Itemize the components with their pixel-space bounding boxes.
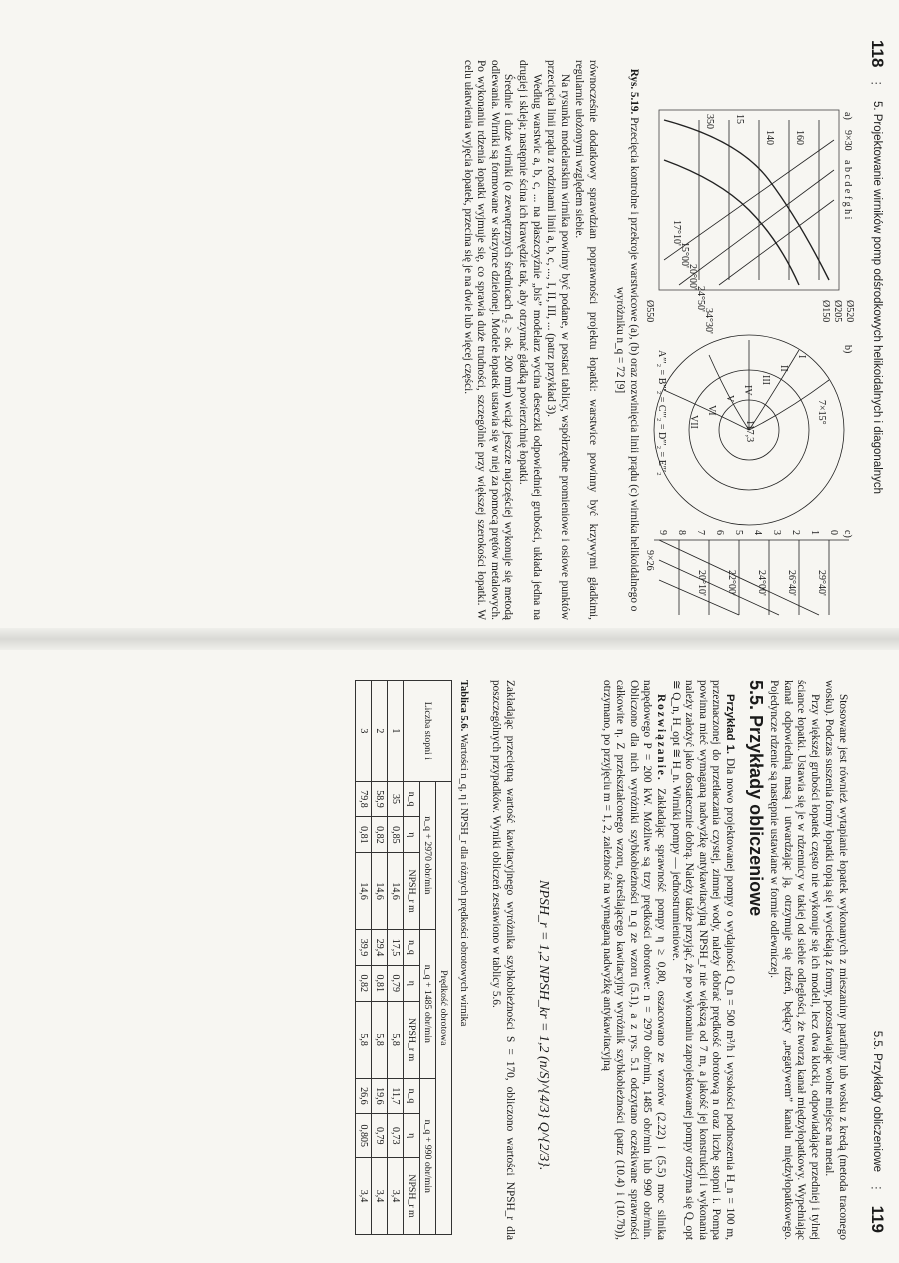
table-cell: 0,81 xyxy=(356,817,372,853)
table-cell: 3,4 xyxy=(372,1158,388,1235)
running-title-left: 5. Projektowanie wirników pomp odśrodkowych helikoidalnych i diagonalnych xyxy=(871,100,883,495)
table-cell: 39,9 xyxy=(356,930,372,966)
angle-labels-right xyxy=(696,570,827,596)
label-r-117: 117,3 xyxy=(744,420,755,443)
header-separator: ⋮ xyxy=(870,1182,882,1196)
table-header-speed: Prędkość obrotowa xyxy=(436,781,452,1234)
table-label: Tablica 5.6. xyxy=(458,680,469,732)
angle-label: 34°30' xyxy=(703,308,714,334)
table-cell: 35 xyxy=(388,781,404,817)
table-group-header: n_q + 1485 obr/min xyxy=(420,930,436,1078)
table-cell: 2 xyxy=(372,681,388,782)
table-cell: 58,9 xyxy=(372,781,388,817)
label-a: a) xyxy=(842,112,853,120)
table-group-header: n_q + 990 obr/min xyxy=(420,1078,436,1234)
label-dia-550: Ø550 xyxy=(644,300,655,323)
label-angle-step: 7×15° xyxy=(816,400,827,425)
table-cell: 14,6 xyxy=(388,853,404,930)
level-number-label: 5 xyxy=(733,530,744,535)
table-cell: 3,4 xyxy=(356,1158,372,1235)
table-caption xyxy=(458,680,469,1026)
roman-numeral-label: II xyxy=(778,365,789,372)
table-cell: 0,73 xyxy=(388,1114,404,1158)
label-dim-15: 15 xyxy=(734,114,745,124)
impeller-drawing xyxy=(644,100,859,620)
figure-5-19 xyxy=(644,100,859,620)
level-numbers xyxy=(657,530,839,535)
label-top-letters: a b c d e f g h i xyxy=(842,160,853,220)
roman-numeral-label: IV xyxy=(742,385,753,396)
table-cell: 5,8 xyxy=(388,1001,404,1078)
angle-label: 26°40' xyxy=(786,570,797,596)
paragraph: Przy większej grubości łopatek często nie wykonuje się ich modeli, lecz dwa klocki, odpowiadające przedniej i tylnej ściance łopatki. Ustawia się je w rdzennicy w takiej od siebie odległości, że tworzą kanał międzyłopatkowy. Wypełniając kanał odpowiednią masą i utwardzając ją, otrzymuje się rdzeń, będący „negatywem” kanału międzyłopatkowego. Pojedyncze rdzenie są następnie ustawiane w formie odlewniczej. xyxy=(768,680,821,1240)
table-cell: 1 xyxy=(388,681,404,782)
label-dim-350: 350 xyxy=(704,114,715,129)
level-number-label: 7 xyxy=(695,530,706,535)
roman-numeral-label: VI xyxy=(706,405,717,416)
table-cell: 0,82 xyxy=(372,817,388,853)
roman-numeral-label: III xyxy=(760,375,771,385)
table-body xyxy=(356,681,404,1235)
after-equation-text xyxy=(488,680,516,1240)
paragraph: Zakładając przeciętną wartość kawitacyjnego wyróżnika szybkobieżności S = 170, obliczono wartości NPSH_r dla poszczególnych przypadków. Wyniki obliczeń zestawiono w tablicy 5.6. xyxy=(490,680,516,1240)
data-table xyxy=(355,680,452,1235)
section-title: 5.5. Przykłady obliczeniowe xyxy=(746,680,766,917)
table-subheader: NPSH_r m xyxy=(404,1001,420,1078)
angle-label: 29°40' xyxy=(816,570,827,596)
table-cell: 0,82 xyxy=(356,965,372,1001)
label-dia-205: Ø205 xyxy=(832,300,843,323)
figure-caption xyxy=(613,60,641,620)
label-spacing-top: 9×30 xyxy=(842,130,853,151)
level-number-label: 0 xyxy=(828,530,839,535)
roman-numeral-label: VII xyxy=(688,415,699,429)
table-subheader: η xyxy=(404,1114,420,1158)
solution-body: Zakładając sprawność pompy η ≥ 0,80, oszacowano ze wzorów (2.22) i (5.5) moc silnika napędowego P = 200 kW. Możliwe są trzy prędkości obrotowe: n = 2970 obr/min, 1485 obr/min lub 990 obr/min. Obliczono dla nich wyróżniki szybkobieżności n_q ze wzoru (5.1), a z rys. 5.1 odczytano oczekiwane sprawności całkowite η. Z przekształconego wzoru, określającego kawitacyjny wyróżnik szybkobieżności (patrz (10.4) i (10.7b)), otrzymano, po przyjęciu m = 1, 2, zależność na wymaganą nadwyżkę antykawitacyjną xyxy=(600,680,668,1240)
paragraph: Stosowane jest również wytapianie łopatek wykonanych z mieszaniny parafiny lub wosku z kredą (metoda traconego wosku). Podczas suszenia formy łopatki topią się i wyciekają z formy, pozostawiając wolne miejsce na metal. xyxy=(823,680,849,1240)
table-subheader: NPSH_r m xyxy=(404,1158,420,1235)
table-cell: 11,7 xyxy=(388,1078,404,1114)
table-cell: 29,4 xyxy=(372,930,388,966)
table-subheader: n_q xyxy=(404,930,420,966)
label-dia-150: Ø150 xyxy=(820,300,831,323)
solution-lead: Rozwiązanie. xyxy=(655,694,668,782)
caption-text: Przecięcia kontrolne i przekroje warstwicowe (a), (b) oraz rozwinięcia linii prądu (c) wirnika helikoidalnego o wyróżniku n_q = 72 [9] xyxy=(614,117,640,612)
table-subheader: NPSH_r m xyxy=(404,853,420,930)
table-cell: 3,4 xyxy=(388,1158,404,1235)
page-number-right: 119 xyxy=(868,1205,887,1233)
table-cell: 14,6 xyxy=(372,853,388,930)
table-cell: 5,8 xyxy=(372,1001,388,1078)
paragraph: Według warstwic a, b, c, ... na płaszczyźnie „bis” modelarz wycina deseczki odpowiedniej grubości, układa jedna na drugiej i skleja; następnie ścina ich krawędzie tak, aby otrzymać gładką powierzchnię łopatki. xyxy=(517,60,543,620)
right-header xyxy=(867,1031,887,1233)
level-number-label: 4 xyxy=(752,530,763,535)
table-cell: 79,8 xyxy=(356,781,372,817)
paragraph: równocześnie dodatkowy sprawdzian poprawności projektu łopatki: warstwice powinny być krzywymi gładkimi, regularnie ułożonymi względem siebie. xyxy=(573,60,599,620)
angle-label: 15°00' xyxy=(679,242,690,268)
label-spacing-right: 9×26 xyxy=(644,550,655,571)
table-cell: 14,6 xyxy=(356,853,372,930)
label-b: b) xyxy=(842,345,853,354)
right-top-text xyxy=(765,680,849,1240)
level-number-label: 3 xyxy=(771,530,782,535)
label-dia-520: Ø520 xyxy=(844,300,855,323)
angle-label: 17°10' xyxy=(671,220,682,246)
label-equality: A″′₂ = B″′₂ = C″′₂ = D″′₂ = E″′₂ xyxy=(656,350,667,476)
right-page xyxy=(0,640,899,1263)
page-number-left: 118 xyxy=(868,40,887,68)
table-row xyxy=(372,681,388,1235)
example-lead: Przykład 1. xyxy=(724,694,736,755)
angle-labels-lower xyxy=(671,220,714,334)
table-cell: 3 xyxy=(356,681,372,782)
left-header xyxy=(867,40,887,494)
angle-label: 22°00' xyxy=(726,570,737,596)
angle-label: 24°00' xyxy=(756,570,767,596)
table-subheader: η xyxy=(404,817,420,853)
table-title: Wartości n_q, η i NPSH_r dla różnych prędkości obrotowych wirnika xyxy=(458,733,469,1027)
table-cell: 19,6 xyxy=(372,1078,388,1114)
angle-label: 20°00' xyxy=(687,264,698,290)
roman-numeral-label: V xyxy=(724,395,735,403)
paragraph: Na rysunku modelarskim wirnika powinny być podane, w postaci tablicy, współrzędne promieniowe i osiowe punktów przecięcia linii prądu z rodzinami linii a, b, c, ..., I, II, III, ... (patrz przykład 3). xyxy=(545,60,571,620)
table-row xyxy=(356,681,372,1235)
level-number-label: 8 xyxy=(676,530,687,535)
roman-numeral-label: I xyxy=(796,355,807,359)
label-c: c) xyxy=(842,530,853,538)
table-cell: 0,805 xyxy=(356,1114,372,1158)
left-body-text xyxy=(459,60,599,620)
example-paragraph xyxy=(668,680,736,1240)
level-number-label: 6 xyxy=(714,530,725,535)
table-group-header: n_q + 2970 obr/min xyxy=(420,781,436,929)
example-text xyxy=(598,680,736,1240)
table-subheader: η xyxy=(404,965,420,1001)
table-cell: 0,81 xyxy=(372,965,388,1001)
header-separator: ⋮ xyxy=(870,77,882,91)
table-cell: 0,85 xyxy=(388,817,404,853)
level-number-label: 2 xyxy=(790,530,801,535)
level-number-label: 1 xyxy=(809,530,820,535)
table-subheader: n_q xyxy=(404,1078,420,1114)
table-row xyxy=(388,681,404,1235)
example-body: Dla nowo projektowanej pompy o wydajności Q_n = 500 m³/h i wysokości podnoszenia H_n = 100 m, przeznaczonej do przetłaczania czystej, zimnej wody, należy dobrać prędkość obrotową n oraz liczbę stopni i. Pompa powinna mieć wymaganą nadwyżkę antykawitacyjną NPSH_r nie większą od 7 m, a jakość jej konstrukcji i wykonania należy założyć jako dostatecznie dobrą. Należy także przyjąć, że po wykonaniu zaprojektowanej pompy otrzyma się Q_opt ≅ Q_n, H_opt ≅ H_n. Wirniki pompy — jednostrumieniowe. xyxy=(669,680,736,1241)
table-header-stages: Liczba stopni i xyxy=(404,681,452,782)
paragraph: Średnie i duże wirniki (o zewnętrznych średnicach d₂ ≥ ok. 200 mm) wciąż jeszcze najczęściej wykonuje się metodą odlewania. Wirniki są formowane w skrzynce dzielonej. Modele łopatek ustawia się w niej za pomocą prętów metalowych. Po wykonaniu rdzenia łopatki wyjmuje się, co sprawia duże trudności, szczególnie przy większej szerokości łopatki. W celu ułatwienia wyjęcia łopatek, przecina się je na dwie lub więcej części. xyxy=(461,60,515,620)
npsh-equation: NPSH_r = 1,2 NPSH_kr = 1,2 (n/S)^{4/3} Q^{2/3}. xyxy=(536,880,551,1171)
table-cell: 0,79 xyxy=(372,1114,388,1158)
table-cell: 26,6 xyxy=(356,1078,372,1114)
table-cell: 0,79 xyxy=(388,965,404,1001)
solution-paragraph xyxy=(599,680,667,1240)
angle-label: 24°50' xyxy=(695,286,706,312)
running-title-right: 5.5. Przykłady obliczeniowe xyxy=(871,1030,883,1173)
angle-label: 20°10' xyxy=(696,570,707,596)
table-cell: 17,5 xyxy=(388,930,404,966)
table-cell: 5,8 xyxy=(356,1001,372,1078)
level-number-label: 9 xyxy=(657,530,668,535)
caption-label: Rys. 5.19. xyxy=(628,68,640,115)
table-subheader: n_q xyxy=(404,781,420,817)
label-dim-160: 160 xyxy=(794,130,805,145)
label-dim-140: 140 xyxy=(764,130,775,145)
